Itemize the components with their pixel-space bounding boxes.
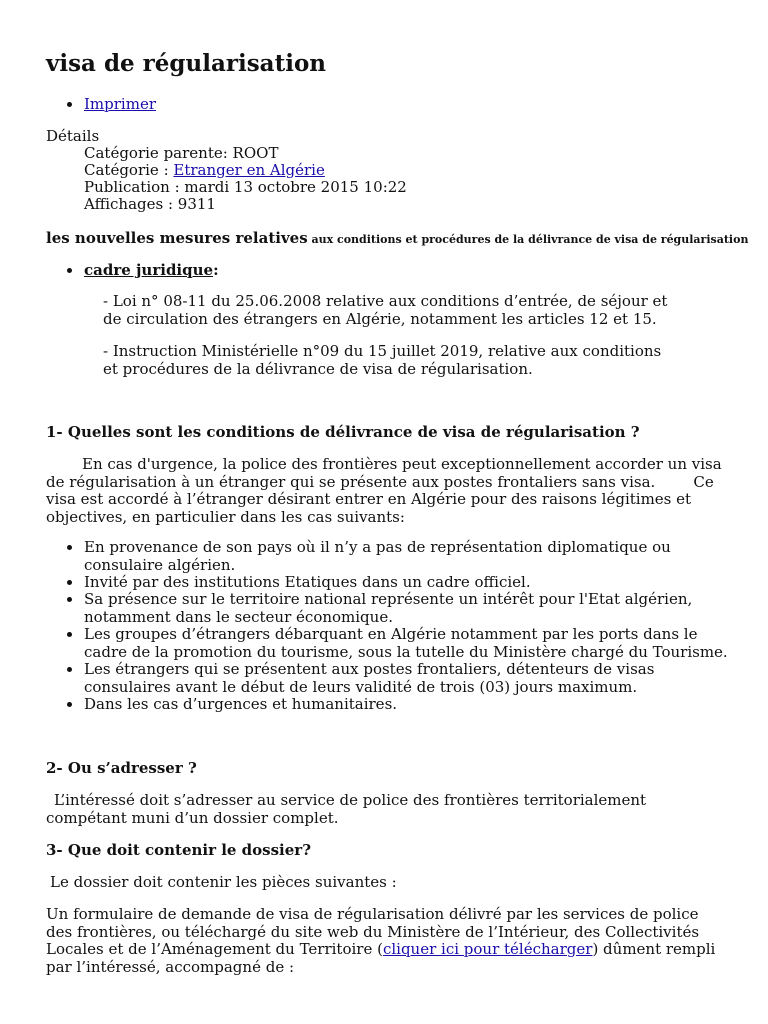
- list-bullet: [67, 667, 72, 672]
- view-count: Affichages : 9311: [84, 195, 216, 213]
- section2-heading: 2- Ou s’adresser ?: [46, 759, 197, 777]
- download-form-link[interactable]: cliquer ici pour télécharger: [382, 940, 593, 958]
- section1-heading: 1- Quelles sont les conditions de délivrance de visa de régularisation ?: [46, 423, 640, 441]
- condition-item: En provenance de son pays où il n’y a pas de représentation diplomatique ou consulaire algérien.: [84, 538, 671, 574]
- page-title: visa de régularisation: [46, 50, 327, 77]
- form-text-before: Un formulaire de demande de visa de régularisation délivré par les services de police des frontières, ou téléchargé du site web du Ministère de l’Intérieur, des Collectivités Locales et de l’Aménagement du Territoire (: [46, 905, 700, 958]
- section3-paragraph: Le dossier doit contenir les pièces suivantes :: [50, 873, 397, 891]
- list-bullet: [67, 545, 72, 550]
- intro-heading-main: les nouvelles mesures relatives: [46, 229, 308, 247]
- condition-item: Invité par des institutions Etatiques dans un cadre officiel.: [84, 573, 531, 591]
- form-paragraph: [46, 906, 728, 976]
- condition-item: Sa présence sur le territoire national représente un intérêt pour l'Etat algérien, notamment dans le secteur économique.: [84, 590, 693, 626]
- legal-heading: [84, 262, 219, 280]
- print-link[interactable]: Imprimer: [84, 95, 156, 113]
- section1-paragraph: En cas d'urgence, la police des frontières peut exceptionnellement accorder un visa de régularisation à un étranger qui se présente aux postes frontaliers sans visa. Ce visa est accordé à l’étranger désirant entrer en Algérie pour des raisons légitimes et objectives, en particulier dans les cas suivants:: [46, 455, 727, 526]
- condition-item: Les groupes d’étrangers débarquant en Algérie notamment par les ports dans le cadre de la promotion du tourisme, sous la tutelle du Ministère chargé du Tourisme.: [84, 625, 728, 661]
- category-link[interactable]: Etranger en Algérie: [173, 161, 325, 179]
- parent-category: Catégorie parente: ROOT: [84, 144, 279, 162]
- section3-heading: 3- Que doit contenir le dossier?: [46, 841, 311, 859]
- legal-heading-colon: :: [213, 261, 219, 279]
- list-bullet: [67, 632, 72, 637]
- publication-date: Publication : mardi 13 octobre 2015 10:22: [84, 178, 407, 196]
- legal-item: - Instruction Ministérielle n°09 du 15 juillet 2019, relative aux conditions et procédures de la délivrance de visa de régularisation.: [103, 342, 662, 378]
- list-bullet: [67, 597, 72, 602]
- list-bullet: [67, 702, 72, 707]
- list-bullet: [67, 268, 72, 273]
- details-label: Détails: [46, 127, 100, 145]
- form-text-after: ) dûment rempli par l’intéressé, accompagné de :: [46, 940, 716, 976]
- list-bullet: [67, 102, 72, 107]
- intro-heading-sub: aux conditions et procédures de la délivrance de visa de régularisation: [307, 233, 749, 246]
- category-line: [84, 162, 325, 180]
- condition-item: Les étrangers qui se présentent aux postes frontaliers, détenteurs de visas consulaires avant le début de leurs validité de trois (03) jours maximum.: [84, 660, 655, 696]
- legal-heading-text: cadre juridique: [84, 261, 214, 279]
- category-prefix: Catégorie :: [84, 161, 174, 179]
- legal-item: - Loi n° 08-11 du 25.06.2008 relative aux conditions d’entrée, de séjour et de circulation des étrangers en Algérie, notamment les articles 12 et 15.: [103, 292, 668, 328]
- intro-heading: [46, 230, 748, 249]
- condition-item: Dans les cas d’urgences et humanitaires.: [84, 695, 398, 713]
- list-bullet: [67, 580, 72, 585]
- section2-paragraph: L’intéressé doit s’adresser au service de police des frontières territorialement compétant muni d’un dossier complet.: [46, 791, 647, 827]
